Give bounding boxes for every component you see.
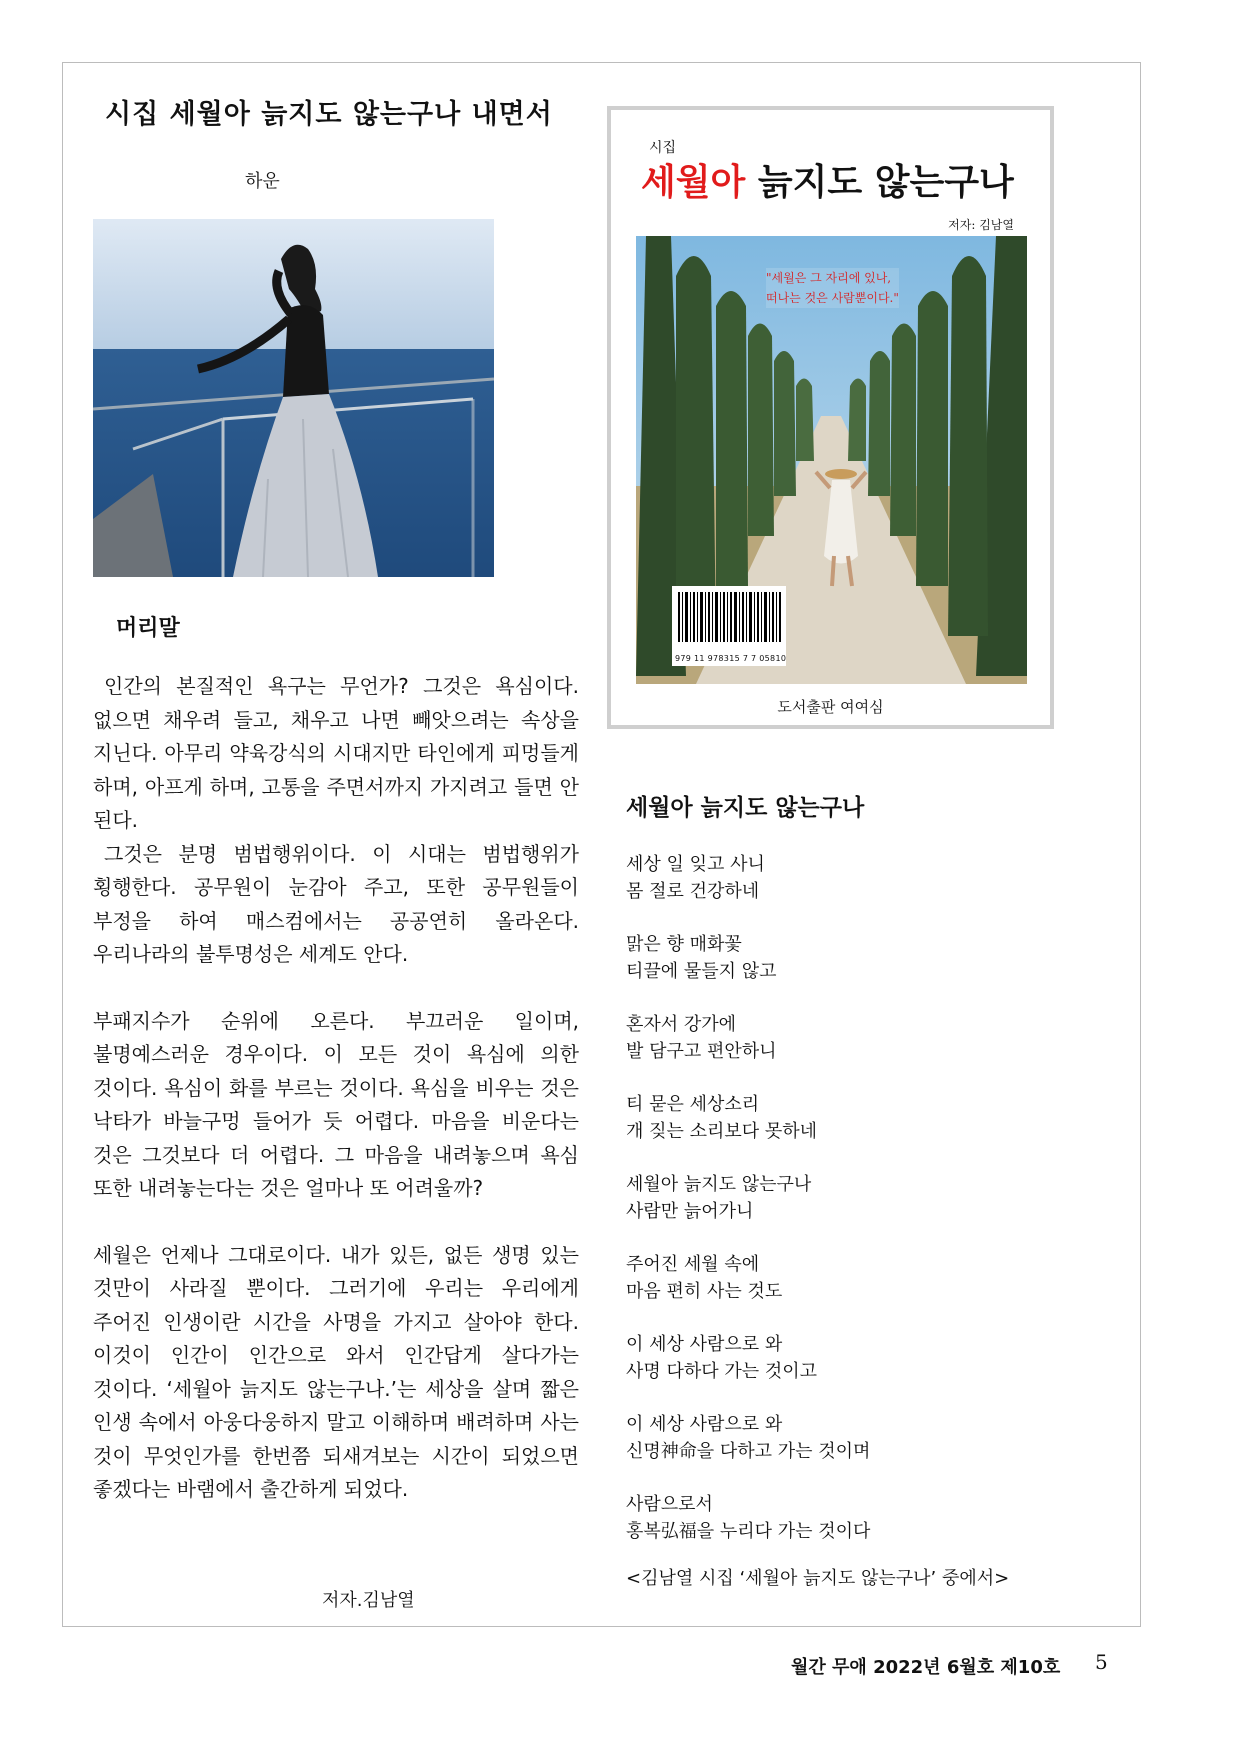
preface-paragraph: 부패지수가 순위에 오른다. 부끄러운 일이며, 불명예스러운 경우이다. 이 모든 것이 욕심에 의한 것이다. 욕심이 화를 부르는 것이다. 욕심을 비우는 것은 낙타가 바늘구멍 들어가 듯 어렵다. 마음을 비운다는 것은 그것보다 더 어렵다. 그 마음을 내려놓으며 욕심 또한 내려놓는다는 것은 얼마나 또 어려울까? xyxy=(93,1008,579,1200)
preface-paragraph: 세월은 언제나 그대로이다. 내가 있든, 없든 생명 있는 것만이 사라질 뿐이다. 그러기에 우리는 우리에게 주어진 인생이란 시간을 사명을 가지고 살아야 한다. 이것이 인간이 인간으로 와서 인간답게 살다가는 것이다. ‘세월아 늙지도 않는구나.’는 세상을 살며 짧은 인생 속에서 아웅다웅하지 말고 이해하며 배려하며 사는 것이 무엇인가를 한번쯤 되새겨보는 시간이 되었으면 좋겠다는 바램에서 출간하게 되었다. xyxy=(93,1242,579,1501)
poem-stanza: 티 묻은 세상소리 개 짖는 소리보다 못하네 xyxy=(626,1094,818,1142)
cover-title xyxy=(641,154,1014,205)
cover-quote: "세월은 그 자리에 있나, 떠나는 것은 사람뿐이다." xyxy=(766,268,899,308)
isbn-number: 979 11 978315 7 7 05810 xyxy=(675,654,787,663)
cover-publisher: 도서출판 여여심 xyxy=(777,698,884,716)
cover-title-black: 늙지도 않는구나 xyxy=(745,162,1014,203)
poem-stanza: 세월아 늙지도 않는구나 사람만 늙어가니 xyxy=(626,1174,812,1222)
woman-by-sea-photo xyxy=(93,219,494,577)
cypress-road-image xyxy=(636,236,1027,684)
issue-footer: 월간 무애 2022년 6월호 제10호 xyxy=(791,1657,1061,1678)
poem-stanza: 이 세상 사람으로 와 사명 다하다 가는 것이고 xyxy=(626,1334,818,1382)
preface-paragraph: 인간의 본질적인 욕구는 무언가? 그것은 욕심이다. 없으면 채우려 들고, 채우고 나면 빼앗으려는 속상을 지닌다. 아무리 약육강식의 시대지만 타인에게 피멍들게 하며, 아프게 하며, 고통을 주면서까지 가지려고 들면 안 된다. xyxy=(93,674,579,832)
book-cover xyxy=(607,106,1054,729)
poem-stanza: 맑은 향 매화꽃 티끌에 물들지 않고 xyxy=(626,934,777,982)
poem-title: 세월아 늙지도 않는구나 xyxy=(626,795,865,821)
cover-title-red: 세월아 xyxy=(641,162,746,203)
preface-signature: 저자.김남열 xyxy=(322,1590,415,1611)
poem-stanza: 주어진 세월 속에 마음 편히 사는 것도 xyxy=(626,1254,783,1302)
poem-stanza: 세상 일 잊고 사니 몸 절로 건강하네 xyxy=(626,854,765,902)
cover-author: 저자: 김남열 xyxy=(948,218,1014,232)
cover-small-label: 시집 xyxy=(649,140,677,156)
poem-body xyxy=(626,851,1096,1571)
poem-stanza: 이 세상 사람으로 와 신명神命을 다하고 가는 것이며 xyxy=(626,1414,871,1462)
poem-stanza: 혼자서 강가에 발 담구고 편안하니 xyxy=(626,1014,777,1062)
preface-paragraph: 그것은 분명 범법행위이다. 이 시대는 범법행위가 횡행한다. 공무원이 눈감아 주고, 또한 공무원들이 부정을 하여 매스컴에서는 공공연히 올라온다. 우리나라의 불투명성은 세계도 안다. xyxy=(93,841,579,966)
preface-heading: 머리말 xyxy=(116,616,180,641)
byline: 하운 xyxy=(245,171,280,192)
poem-stanza: 사람으로서 홍복弘福을 누리다 가는 것이다 xyxy=(626,1494,871,1542)
isbn-barcode xyxy=(672,586,786,666)
preface-body xyxy=(93,670,579,1507)
page-number: 5 xyxy=(1095,1650,1108,1674)
page-title: 시집 세월아 늙지도 않는구나 내면서 xyxy=(105,99,553,130)
poem-source: <김남열 시집 ‘세월아 늙지도 않는구나’ 중에서> xyxy=(626,1568,1010,1589)
